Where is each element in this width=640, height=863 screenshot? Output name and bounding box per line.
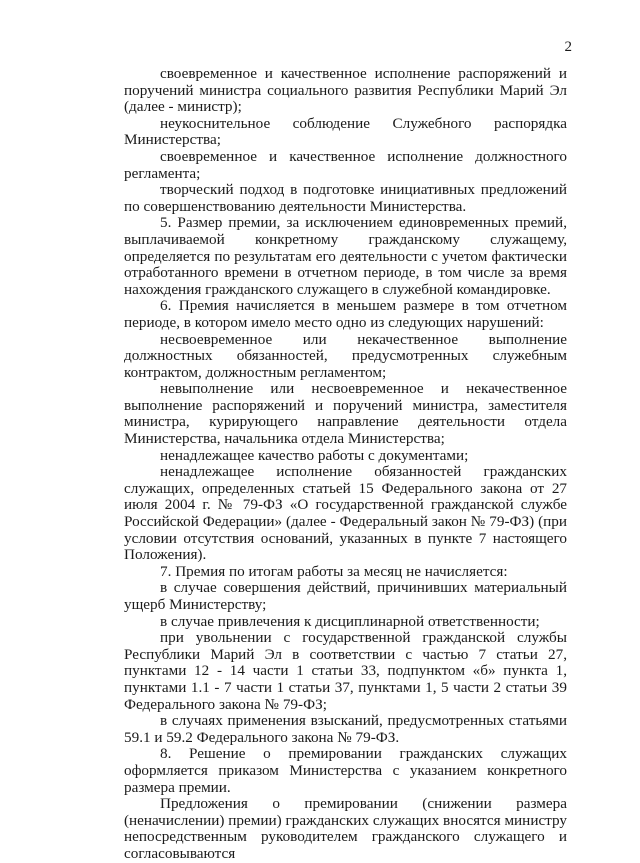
paragraph-16: 8. Решение о премировании гражданских служащих оформляется приказом Министерства с указанием конкретного размера премии.: [124, 745, 567, 796]
paragraph-10: ненадлежащее исполнение обязанностей гражданских служащих, определенных статьей 15 Федерального закона от 27 июля 2004 г. № 79-ФЗ «О государственной гражданской службе Российской Федерации» (далее - Федеральный закон № 79-ФЗ) (при условии отсутствия оснований, указанных в пункте 7 настоящего Положения).: [124, 463, 567, 564]
paragraph-3: своевременное и качественное исполнение должностного регламента;: [124, 147, 567, 182]
paragraph-12: в случае совершения действий, причинивших материальный ущерб Министерству;: [124, 579, 567, 613]
paragraph-4: творческий подход в подготовке инициативных предложений по совершенствованию деятельности Министерства.: [124, 181, 567, 215]
paragraph-17: Предложения о премировании (снижении размера (неначислении) премии) гражданских служащих вносятся министру непосредственным руководителем гражданского служащего и согласовываются: [124, 795, 567, 862]
paragraph-9: ненадлежащее качество работы с документами;: [160, 446, 469, 464]
paragraph-5: 5. Размер премии, за исключением единовременных премий, выплачиваемой конкретному гражданскому служащему, определяется по результатам его деятельности с учетом фактически отработанного времени в отчетном периоде, в том числе за время нахождения гражданского служащего в служебной командировке.: [124, 214, 567, 298]
paragraph-1: своевременное и качественное исполнение распоряжений и поручений министра социального развития Республики Марий Эл (далее - министр);: [124, 65, 567, 116]
paragraph-6: 6. Премия начисляется в меньшем размере в том отчетном периоде, в котором имело место одно из следующих нарушений:: [124, 297, 567, 331]
paragraph-13: в случае привлечения к дисциплинарной ответственности;: [160, 612, 540, 630]
paragraph-7: несвоевременное или некачественное выполнение должностных обязанностей, предусмотренных служебным контрактом, должностным регламентом;: [124, 330, 567, 381]
paragraph-11: 7. Премия по итогам работы за месяц не начисляется:: [160, 562, 508, 580]
paragraph-2: неукоснительное соблюдение Служебного распорядка Министерства;: [124, 114, 567, 149]
paragraph-8: невыполнение или несвоевременное и некачественное выполнение распоряжений и поручений министра, заместителя министра, курирующего направление деятельности отдела Министерства, начальника отдела Министерства;: [124, 380, 567, 448]
paragraph-15: в случаях применения взысканий, предусмотренных статьями 59.1 и 59.2 Федерального закона № 79-ФЗ.: [124, 712, 567, 746]
page-number: 2: [564, 39, 572, 55]
paragraph-14: при увольнении с государственной гражданской службы Республики Марий Эл в соответствии с частью 7 статьи 27, пунктами 12 - 14 части 1 статьи 33, подпунктом «б» пункта 1, пунктами 1.1 - 7 части 1 статьи 37, пунктами 1, 5 части 2 статьи 39 Федерального закона № 79-ФЗ;: [124, 629, 567, 713]
document-body: [124, 66, 567, 863]
